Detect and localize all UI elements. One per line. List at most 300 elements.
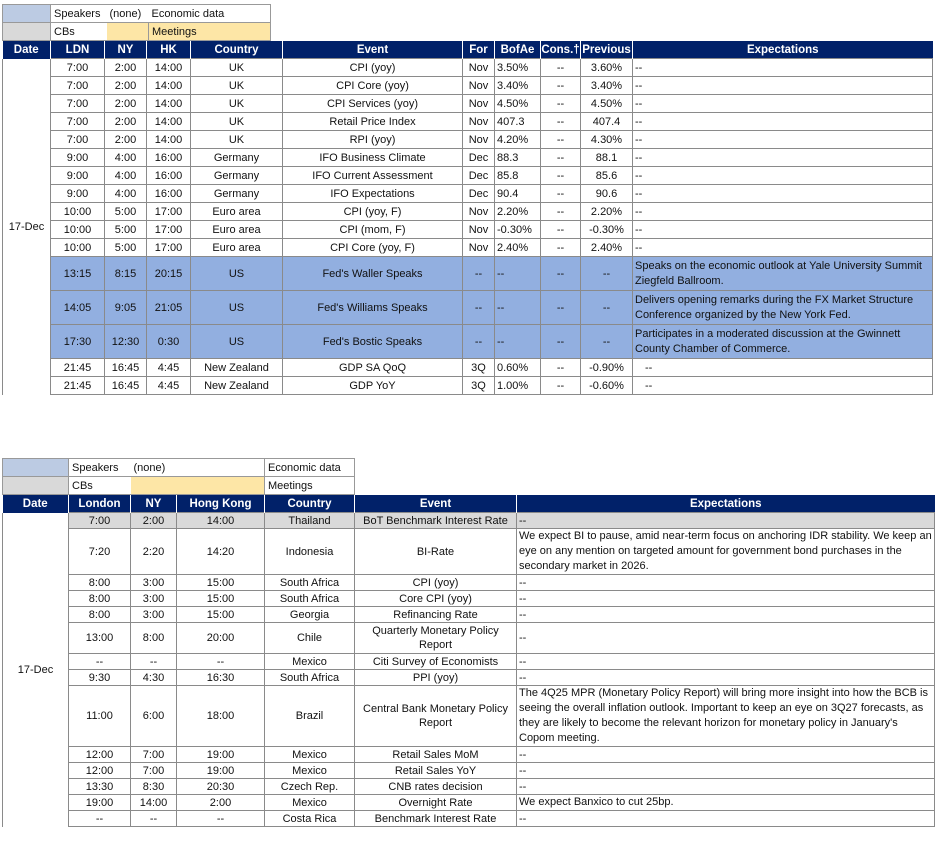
expectations-cell: -- xyxy=(517,747,935,763)
expectations-cell: Speaks on the economic outlook at Yale University Summit Ziegfeld Ballroom. xyxy=(633,257,933,291)
time-hk: 17:00 xyxy=(147,203,191,221)
time-london: 14:05 xyxy=(51,291,105,325)
time-ny: 16:45 xyxy=(105,359,147,377)
expectations-cell: -- xyxy=(517,591,935,607)
time-ny: 2:00 xyxy=(105,113,147,131)
expectations-cell: -- xyxy=(517,623,935,654)
country-cell: UK xyxy=(191,95,283,113)
time-london: 13:00 xyxy=(69,623,131,654)
time-london: 10:00 xyxy=(51,221,105,239)
time-hk: 14:00 xyxy=(147,95,191,113)
expectations-cell: -- xyxy=(517,670,935,686)
consensus-cell: -- xyxy=(541,77,581,95)
expectations-cell: Delivers opening remarks during the FX Market Structure Conference organized by the New York Fed. xyxy=(633,291,933,325)
period-cell: Nov xyxy=(463,221,495,239)
time-hk: 20:30 xyxy=(177,779,265,795)
time-london: 13:30 xyxy=(69,779,131,795)
time-london: 9:30 xyxy=(69,670,131,686)
bofae-forecast: 4.50% xyxy=(495,95,541,113)
time-hk: 16:00 xyxy=(147,167,191,185)
time-ny: 2:20 xyxy=(131,529,177,575)
bofae-forecast: 90.4 xyxy=(495,185,541,203)
time-hk: 15:00 xyxy=(177,607,265,623)
consensus-cell: -- xyxy=(541,167,581,185)
table-row xyxy=(3,221,933,239)
bofae-forecast: 2.40% xyxy=(495,239,541,257)
expectations-cell: -- xyxy=(517,811,935,827)
column-header: Country xyxy=(191,41,283,59)
period-cell: 3Q xyxy=(463,377,495,395)
column-header: For xyxy=(463,41,495,59)
table-row xyxy=(3,131,933,149)
legend-speakers: Speakers xyxy=(69,459,131,477)
time-ny: 2:00 xyxy=(105,95,147,113)
consensus-cell: -- xyxy=(541,149,581,167)
table-row xyxy=(3,811,935,827)
legend-meetings: Meetings xyxy=(149,23,271,41)
time-hk: 20:00 xyxy=(177,623,265,654)
bofae-forecast: 3.50% xyxy=(495,59,541,77)
consensus-cell: -- xyxy=(541,377,581,395)
previous-cell: 2.40% xyxy=(581,239,633,257)
country-cell: New Zealand xyxy=(191,377,283,395)
period-cell: -- xyxy=(463,291,495,325)
consensus-cell: -- xyxy=(541,239,581,257)
expectations-cell: -- xyxy=(633,377,933,395)
time-hk: 14:20 xyxy=(177,529,265,575)
country-cell: Euro area xyxy=(191,221,283,239)
event-cell: Citi Survey of Economists xyxy=(355,654,517,670)
country-cell: South Africa xyxy=(265,670,355,686)
table-row xyxy=(3,239,933,257)
time-london: 10:00 xyxy=(51,239,105,257)
event-cell: CPI (yoy) xyxy=(355,575,517,591)
country-cell: UK xyxy=(191,131,283,149)
time-ny: 6:00 xyxy=(131,686,177,747)
time-ny: 2:00 xyxy=(105,131,147,149)
country-cell: Brazil xyxy=(265,686,355,747)
event-cell: CPI Core (yoy, F) xyxy=(283,239,463,257)
legend-swatch-cbs xyxy=(3,477,69,495)
legend-swatch-cbs xyxy=(3,23,51,41)
time-hk: 0:30 xyxy=(147,325,191,359)
column-header: Country xyxy=(265,495,355,513)
previous-cell: 4.30% xyxy=(581,131,633,149)
time-ny: 8:15 xyxy=(105,257,147,291)
expectations-cell: -- xyxy=(633,59,933,77)
consensus-cell: -- xyxy=(541,131,581,149)
table-row xyxy=(3,670,935,686)
legend-swatch-meetings xyxy=(131,477,265,495)
time-hk: 16:00 xyxy=(147,149,191,167)
event-cell: GDP YoY xyxy=(283,377,463,395)
country-cell: US xyxy=(191,257,283,291)
country-cell: Mexico xyxy=(265,795,355,811)
expectations-cell: Participates in a moderated discussion at the Gwinnett County Chamber of Commerce. xyxy=(633,325,933,359)
event-cell: Benchmark Interest Rate xyxy=(355,811,517,827)
event-cell: GDP SA QoQ xyxy=(283,359,463,377)
table-row xyxy=(3,779,935,795)
time-hk: 15:00 xyxy=(177,575,265,591)
legend-economic-data: Economic data xyxy=(265,459,355,477)
time-hk: 4:45 xyxy=(147,377,191,395)
table-row xyxy=(3,654,935,670)
time-hk: 14:00 xyxy=(147,59,191,77)
table-row xyxy=(3,203,933,221)
bofae-forecast: 0.60% xyxy=(495,359,541,377)
bofae-forecast: 4.20% xyxy=(495,131,541,149)
previous-cell: -0.30% xyxy=(581,221,633,239)
country-cell: US xyxy=(191,291,283,325)
bofae-forecast: 2.20% xyxy=(495,203,541,221)
time-ny: 3:00 xyxy=(131,607,177,623)
time-london: 9:00 xyxy=(51,167,105,185)
time-london: 7:00 xyxy=(51,113,105,131)
consensus-cell: -- xyxy=(541,59,581,77)
time-ny: 2:00 xyxy=(105,77,147,95)
date-cell: 17-Dec xyxy=(3,59,51,395)
time-london: 11:00 xyxy=(69,686,131,747)
time-hk: 20:15 xyxy=(147,257,191,291)
time-ny: 16:45 xyxy=(105,377,147,395)
previous-cell: -- xyxy=(581,257,633,291)
expectations-cell: -- xyxy=(517,779,935,795)
table-row xyxy=(3,359,933,377)
consensus-cell: -- xyxy=(541,185,581,203)
column-header: London xyxy=(69,495,131,513)
time-london: 8:00 xyxy=(69,607,131,623)
event-cell: Retail Price Index xyxy=(283,113,463,131)
time-ny: -- xyxy=(131,811,177,827)
previous-cell: -- xyxy=(581,291,633,325)
table-row xyxy=(3,591,935,607)
consensus-cell: -- xyxy=(541,257,581,291)
table-row xyxy=(3,763,935,779)
expectations-cell: -- xyxy=(633,167,933,185)
column-header: NY xyxy=(131,495,177,513)
expectations-cell: -- xyxy=(633,203,933,221)
table-row xyxy=(3,149,933,167)
column-header: HK xyxy=(147,41,191,59)
event-cell: RPI (yoy) xyxy=(283,131,463,149)
previous-cell: 85.6 xyxy=(581,167,633,185)
time-hk: 17:00 xyxy=(147,239,191,257)
event-cell: BI-Rate xyxy=(355,529,517,575)
legend-cbs: CBs xyxy=(51,23,107,41)
event-cell: CPI (yoy) xyxy=(283,59,463,77)
table-row xyxy=(3,95,933,113)
legend-swatch-speakers xyxy=(3,459,69,477)
legend-none: (none) xyxy=(107,5,149,23)
previous-cell: 2.20% xyxy=(581,203,633,221)
consensus-cell: -- xyxy=(541,325,581,359)
legend-swatch-meetings xyxy=(107,23,149,41)
time-london: 9:00 xyxy=(51,149,105,167)
column-header: Expectations xyxy=(517,495,935,513)
country-cell: Euro area xyxy=(191,203,283,221)
table-row xyxy=(3,77,933,95)
previous-cell: -0.60% xyxy=(581,377,633,395)
time-london: 7:00 xyxy=(51,77,105,95)
time-ny: 5:00 xyxy=(105,221,147,239)
time-london: -- xyxy=(69,811,131,827)
time-ny: 4:00 xyxy=(105,185,147,203)
time-ny: 4:00 xyxy=(105,167,147,185)
time-hk: 4:45 xyxy=(147,359,191,377)
period-cell: Nov xyxy=(463,131,495,149)
period-cell: Nov xyxy=(463,203,495,221)
event-cell: CPI (yoy, F) xyxy=(283,203,463,221)
bofae-forecast: -- xyxy=(495,325,541,359)
expectations-cell: -- xyxy=(633,185,933,203)
period-cell: Nov xyxy=(463,113,495,131)
time-ny: 8:00 xyxy=(131,623,177,654)
time-hk: 16:30 xyxy=(177,670,265,686)
country-cell: Czech Rep. xyxy=(265,779,355,795)
expectations-cell: -- xyxy=(517,575,935,591)
bofae-forecast: 1.00% xyxy=(495,377,541,395)
country-cell: Mexico xyxy=(265,763,355,779)
legend-cbs: CBs xyxy=(69,477,131,495)
country-cell: Germany xyxy=(191,167,283,185)
column-header: Event xyxy=(283,41,463,59)
event-cell: CNB rates decision xyxy=(355,779,517,795)
time-ny: 14:00 xyxy=(131,795,177,811)
table-row xyxy=(3,325,933,359)
country-cell: Germany xyxy=(191,149,283,167)
event-cell: Fed's Williams Speaks xyxy=(283,291,463,325)
previous-cell: 3.60% xyxy=(581,59,633,77)
table-header-row xyxy=(3,495,935,513)
time-hk: 19:00 xyxy=(177,747,265,763)
expectations-cell: The 4Q25 MPR (Monetary Policy Report) will bring more insight into how the BCB is seeing the overall inflation outlook. Important to keep an eye on 3Q27 forecasts, as they are likely to become the relevant horizon for monetary policy in January's Copom meeting. xyxy=(517,686,935,747)
time-london: 7:00 xyxy=(69,513,131,529)
legend-none: (none) xyxy=(131,459,265,477)
time-london: 17:30 xyxy=(51,325,105,359)
country-cell: South Africa xyxy=(265,591,355,607)
time-london: 8:00 xyxy=(69,591,131,607)
column-header: Cons.† xyxy=(541,41,581,59)
time-london: 7:00 xyxy=(51,59,105,77)
period-cell: 3Q xyxy=(463,359,495,377)
time-hk: 18:00 xyxy=(177,686,265,747)
time-london: 13:15 xyxy=(51,257,105,291)
time-ny: 12:30 xyxy=(105,325,147,359)
time-ny: 7:00 xyxy=(131,747,177,763)
time-ny: 3:00 xyxy=(131,575,177,591)
previous-cell: -- xyxy=(581,325,633,359)
column-header: NY xyxy=(105,41,147,59)
time-ny: 4:00 xyxy=(105,149,147,167)
event-cell: PPI (yoy) xyxy=(355,670,517,686)
country-cell: Euro area xyxy=(191,239,283,257)
expectations-cell: -- xyxy=(633,95,933,113)
consensus-cell: -- xyxy=(541,291,581,325)
bofae-forecast: -0.30% xyxy=(495,221,541,239)
column-header: Date xyxy=(3,495,69,513)
legend-swatch-speakers xyxy=(3,5,51,23)
time-hk: -- xyxy=(177,654,265,670)
consensus-cell: -- xyxy=(541,221,581,239)
event-cell: Fed's Waller Speaks xyxy=(283,257,463,291)
expectations-cell: -- xyxy=(633,221,933,239)
column-header: Date xyxy=(3,41,51,59)
time-ny: 2:00 xyxy=(131,513,177,529)
expectations-cell: -- xyxy=(517,654,935,670)
event-cell: Core CPI (yoy) xyxy=(355,591,517,607)
expectations-cell: -- xyxy=(633,149,933,167)
previous-cell: -0.90% xyxy=(581,359,633,377)
consensus-cell: -- xyxy=(541,203,581,221)
previous-cell: 4.50% xyxy=(581,95,633,113)
expectations-cell: -- xyxy=(633,77,933,95)
time-london: 7:20 xyxy=(69,529,131,575)
time-london: 21:45 xyxy=(51,377,105,395)
period-cell: Dec xyxy=(463,149,495,167)
event-cell: CPI Core (yoy) xyxy=(283,77,463,95)
table-row xyxy=(3,185,933,203)
time-hk: 14:00 xyxy=(147,77,191,95)
period-cell: Nov xyxy=(463,77,495,95)
country-cell: US xyxy=(191,325,283,359)
event-cell: CPI (mom, F) xyxy=(283,221,463,239)
consensus-cell: -- xyxy=(541,113,581,131)
event-cell: BoT Benchmark Interest Rate xyxy=(355,513,517,529)
table-row xyxy=(3,167,933,185)
time-london: 12:00 xyxy=(69,763,131,779)
legend-economic-data: Economic data xyxy=(149,5,271,23)
column-header: Event xyxy=(355,495,517,513)
table-row xyxy=(3,575,935,591)
time-london: 19:00 xyxy=(69,795,131,811)
event-cell: Fed's Bostic Speaks xyxy=(283,325,463,359)
table-row xyxy=(3,529,935,575)
table-row xyxy=(3,623,935,654)
time-london: 7:00 xyxy=(51,95,105,113)
consensus-cell: -- xyxy=(541,359,581,377)
expectations-cell: -- xyxy=(633,239,933,257)
country-cell: Chile xyxy=(265,623,355,654)
event-cell: IFO Business Climate xyxy=(283,149,463,167)
legend-bottom xyxy=(2,458,355,495)
time-hk: 15:00 xyxy=(177,591,265,607)
time-london: 10:00 xyxy=(51,203,105,221)
time-hk: 14:00 xyxy=(177,513,265,529)
expectations-cell: -- xyxy=(633,131,933,149)
table-header-row xyxy=(3,41,933,59)
column-header: Previous xyxy=(581,41,633,59)
table-row xyxy=(3,113,933,131)
table-row xyxy=(3,513,935,529)
time-london: 21:45 xyxy=(51,359,105,377)
bofae-forecast: 3.40% xyxy=(495,77,541,95)
country-cell: UK xyxy=(191,77,283,95)
period-cell: Nov xyxy=(463,59,495,77)
country-cell: South Africa xyxy=(265,575,355,591)
event-cell: Refinancing Rate xyxy=(355,607,517,623)
event-cell: Overnight Rate xyxy=(355,795,517,811)
period-cell: Nov xyxy=(463,95,495,113)
consensus-cell: -- xyxy=(541,95,581,113)
time-ny: 2:00 xyxy=(105,59,147,77)
column-header: Expectations xyxy=(633,41,933,59)
table-row xyxy=(3,291,933,325)
time-hk: 14:00 xyxy=(147,113,191,131)
column-header: Hong Kong xyxy=(177,495,265,513)
time-ny: 4:30 xyxy=(131,670,177,686)
time-ny: 3:00 xyxy=(131,591,177,607)
column-header: BofAe xyxy=(495,41,541,59)
table-row xyxy=(3,377,933,395)
calendar-table-2 xyxy=(2,495,935,827)
time-london: 7:00 xyxy=(51,131,105,149)
legend-meetings: Meetings xyxy=(265,477,355,495)
expectations-cell: We expect Banxico to cut 25bp. xyxy=(517,795,935,811)
time-hk: 19:00 xyxy=(177,763,265,779)
table-row xyxy=(3,795,935,811)
date-cell: 17-Dec xyxy=(3,513,69,827)
bofae-forecast: 407.3 xyxy=(495,113,541,131)
time-hk: 16:00 xyxy=(147,185,191,203)
time-ny: 9:05 xyxy=(105,291,147,325)
expectations-cell: We expect BI to pause, amid near-term focus on anchoring IDR stability. We keep an eye on any mention on targeted amount for government bond purchases in the secondary market in 2026. xyxy=(517,529,935,575)
period-cell: Dec xyxy=(463,167,495,185)
bofae-forecast: 85.8 xyxy=(495,167,541,185)
expectations-cell: -- xyxy=(517,607,935,623)
country-cell: Mexico xyxy=(265,654,355,670)
time-ny: -- xyxy=(131,654,177,670)
previous-cell: 407.4 xyxy=(581,113,633,131)
time-ny: 7:00 xyxy=(131,763,177,779)
previous-cell: 88.1 xyxy=(581,149,633,167)
country-cell: Costa Rica xyxy=(265,811,355,827)
time-hk: -- xyxy=(177,811,265,827)
expectations-cell: -- xyxy=(633,113,933,131)
country-cell: Indonesia xyxy=(265,529,355,575)
time-hk: 21:05 xyxy=(147,291,191,325)
country-cell: UK xyxy=(191,113,283,131)
time-hk: 14:00 xyxy=(147,131,191,149)
country-cell: UK xyxy=(191,59,283,77)
legend-speakers: Speakers xyxy=(51,5,107,23)
country-cell: Germany xyxy=(191,185,283,203)
period-cell: -- xyxy=(463,257,495,291)
country-cell: Mexico xyxy=(265,747,355,763)
time-london: 8:00 xyxy=(69,575,131,591)
time-london: 9:00 xyxy=(51,185,105,203)
expectations-cell: -- xyxy=(517,513,935,529)
previous-cell: 3.40% xyxy=(581,77,633,95)
event-cell: IFO Current Assessment xyxy=(283,167,463,185)
table-row xyxy=(3,59,933,77)
country-cell: New Zealand xyxy=(191,359,283,377)
calendar-table-1 xyxy=(2,41,933,395)
bofae-forecast: -- xyxy=(495,257,541,291)
country-cell: Thailand xyxy=(265,513,355,529)
event-cell: CPI Services (yoy) xyxy=(283,95,463,113)
country-cell: Georgia xyxy=(265,607,355,623)
table-row xyxy=(3,747,935,763)
period-cell: -- xyxy=(463,325,495,359)
bofae-forecast: 88.3 xyxy=(495,149,541,167)
table-row xyxy=(3,257,933,291)
column-header: LDN xyxy=(51,41,105,59)
event-cell: Central Bank Monetary Policy Report xyxy=(355,686,517,747)
legend-top xyxy=(2,4,271,41)
period-cell: Nov xyxy=(463,239,495,257)
time-hk: 2:00 xyxy=(177,795,265,811)
event-cell: Retail Sales YoY xyxy=(355,763,517,779)
